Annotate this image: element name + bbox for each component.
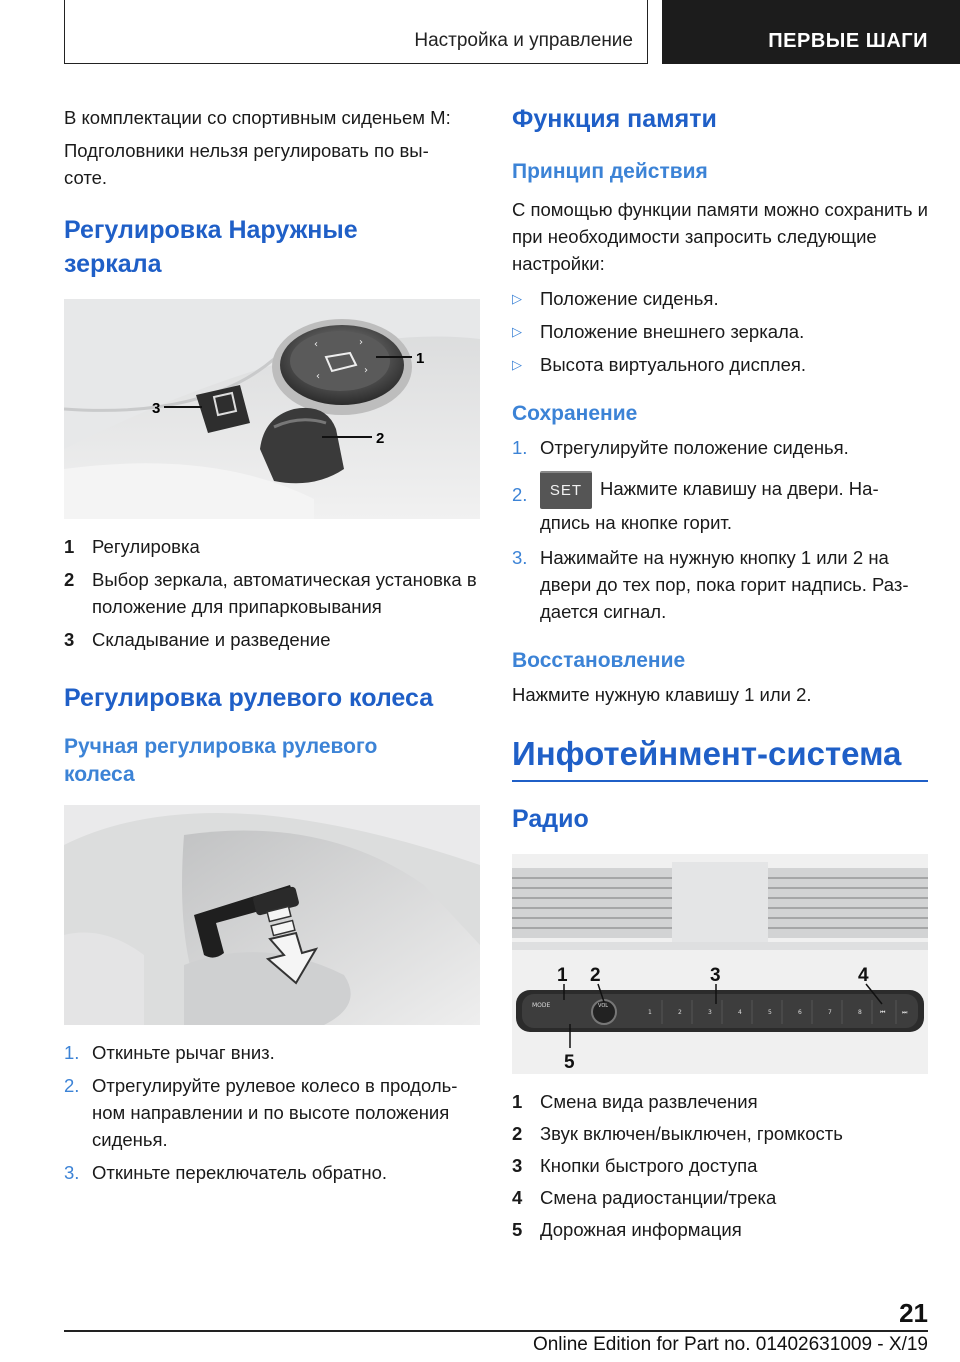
legend-item [64,566,480,620]
step-item [512,434,928,461]
bullet-text: Положение сиденья. [540,288,719,309]
legend-text: Смена вида развлечения [540,1091,758,1112]
legend-item [512,1120,928,1147]
step-number: 2. [512,484,528,505]
svg-text:‹: ‹ [316,371,320,382]
mirror-callout-3: 3 [152,400,161,417]
radio-callout-4: 4 [858,965,869,986]
preset-key-label: 6 [798,1009,802,1016]
bullet-text: Высота виртуального дисплея. [540,354,807,375]
radio-panel-illustration [512,854,928,1074]
mirror-callout-1: 1 [416,350,425,367]
principle-heading: Принцип действия [512,160,708,183]
mirror-controls-figure [64,299,480,519]
mirror-legend [64,533,480,653]
triangle-bullet-icon: ▷ [512,357,522,372]
legend-number: 1 [512,1091,523,1112]
step-text: Откиньте рычаг вниз. [92,1042,275,1063]
step-text: Отрегулируйте положение сиденья. [540,437,849,458]
step-text: Отрегулируйте рулевое колесо в продоль-ном направлении и по высоте положения сиденья. [92,1075,458,1150]
legend-number: 5 [512,1219,523,1240]
radio-heading: Радио [512,805,589,833]
radio-panel-figure [512,854,928,1074]
radio-mode-button-label: MODE [532,1002,551,1009]
wheel-steps [64,1039,480,1186]
legend-text: Смена радиостанции/трека [540,1187,777,1208]
svg-text:⏮: ⏮ [880,1009,886,1016]
footer-edition: Online Edition for Part no. 01402631009 - X/19 [532,1334,928,1355]
radio-legend [512,1088,928,1243]
footer-rule [64,1330,928,1332]
step-number: 3. [512,547,528,568]
legend-text: Дорожная информация [540,1219,742,1240]
intro-text: Подголовники нельзя регулировать по вы- соте. [64,140,429,188]
restore-text: Нажмите нужную клавишу 1 или 2. [512,684,812,705]
triangle-bullet-icon: ▷ [512,291,522,306]
header-section-box [64,0,648,64]
step-item [64,1159,480,1186]
bullet-item [512,351,928,378]
legend-number: 3 [512,1155,523,1176]
preset-key-label: 4 [738,1009,742,1016]
legend-text: Складывание и разведение [92,629,331,650]
bullet-item [512,285,928,312]
restore-heading: Восстановление [512,649,686,672]
mirrors-heading: Регулировка Наружные зеркала [64,216,358,278]
legend-item [512,1216,928,1243]
header-chapter-box [662,0,960,64]
preset-key-label: 3 [708,1009,712,1016]
preset-key-label: 7 [828,1009,832,1016]
svg-text:›: › [364,365,368,376]
step-text: Нажмите клавишу на двери. На-дпись на кнопке горит. [540,477,879,533]
heading-rule [512,780,928,782]
preset-key-label: 5 [768,1009,772,1016]
step-item [64,1039,480,1066]
left-column [64,100,480,1186]
radio-callout-5: 5 [564,1052,575,1073]
intro-line: В комплектации со спортивным сиденьем M: [64,107,451,128]
legend-item [64,533,480,560]
preset-key-label: 2 [678,1009,682,1016]
set-button-icon: SET [540,471,592,509]
steering-lever-figure [64,805,480,1025]
radio-callout-2: 2 [590,965,601,986]
legend-number: 4 [512,1187,523,1208]
infotainment-heading: Инфотейнмент-система [512,735,902,772]
svg-text:⏭: ⏭ [902,1009,908,1016]
radio-vol-label: VOL [598,1003,609,1009]
step-number: 2. [64,1075,80,1096]
legend-item [64,626,480,653]
save-heading: Сохранение [512,402,638,425]
steering-lever-illustration [64,805,480,1025]
step-number: 1. [64,1042,80,1063]
legend-text: Кнопки быстрого доступа [540,1155,758,1176]
step-item [64,1072,480,1153]
step-text: Нажимайте на нужную кнопку 1 или 2 на двери до тех пор, пока горит надпись. Раз-дается сигнал. [540,547,909,622]
legend-item [512,1088,928,1115]
mirror-callout-2: 2 [376,430,385,447]
svg-text:›: › [359,337,363,348]
wheel-subheading: Ручная регулировка рулевого колеса [64,735,378,786]
header-chapter-title: ПЕРВЫЕ ШАГИ [768,30,928,52]
header-section-title: Настройка и управление [414,30,633,51]
step-item [512,544,928,625]
legend-text: Регулировка [92,536,200,557]
legend-item [512,1184,928,1211]
bullet-item [512,318,928,345]
legend-item [512,1152,928,1179]
step-item [512,471,928,536]
preset-key-label: 8 [858,1009,862,1016]
save-steps [512,434,928,625]
step-text: Откиньте переключатель обратно. [92,1162,388,1183]
preset-key-label: 1 [648,1009,652,1016]
legend-number: 1 [64,536,75,557]
page-number: 21 [899,1298,928,1328]
right-column [512,100,928,1243]
triangle-bullet-icon: ▷ [512,324,522,339]
step-number: 3. [64,1162,80,1183]
radio-callout-3: 3 [710,965,721,986]
step-number: 1. [512,437,528,458]
principle-bullets [512,285,928,378]
mirror-controls-illustration [64,299,480,519]
radio-callout-1: 1 [557,965,568,986]
legend-number: 2 [512,1123,523,1144]
legend-number: 2 [64,569,75,590]
legend-number: 3 [64,629,75,650]
principle-text: С помощью функции памяти можно сохранить и при необходимости запросить следующие настройки: [512,199,928,274]
legend-text: Звук включен/выключен, громкость [540,1123,843,1144]
wheel-heading: Регулировка рулевого колеса [64,684,434,712]
legend-text: Выбор зеркала, автоматическая установка в положение для припарковывания [92,569,477,617]
svg-text:‹: ‹ [314,339,318,350]
memory-heading: Функция памяти [512,105,717,133]
bullet-text: Положение внешнего зеркала. [540,321,805,342]
